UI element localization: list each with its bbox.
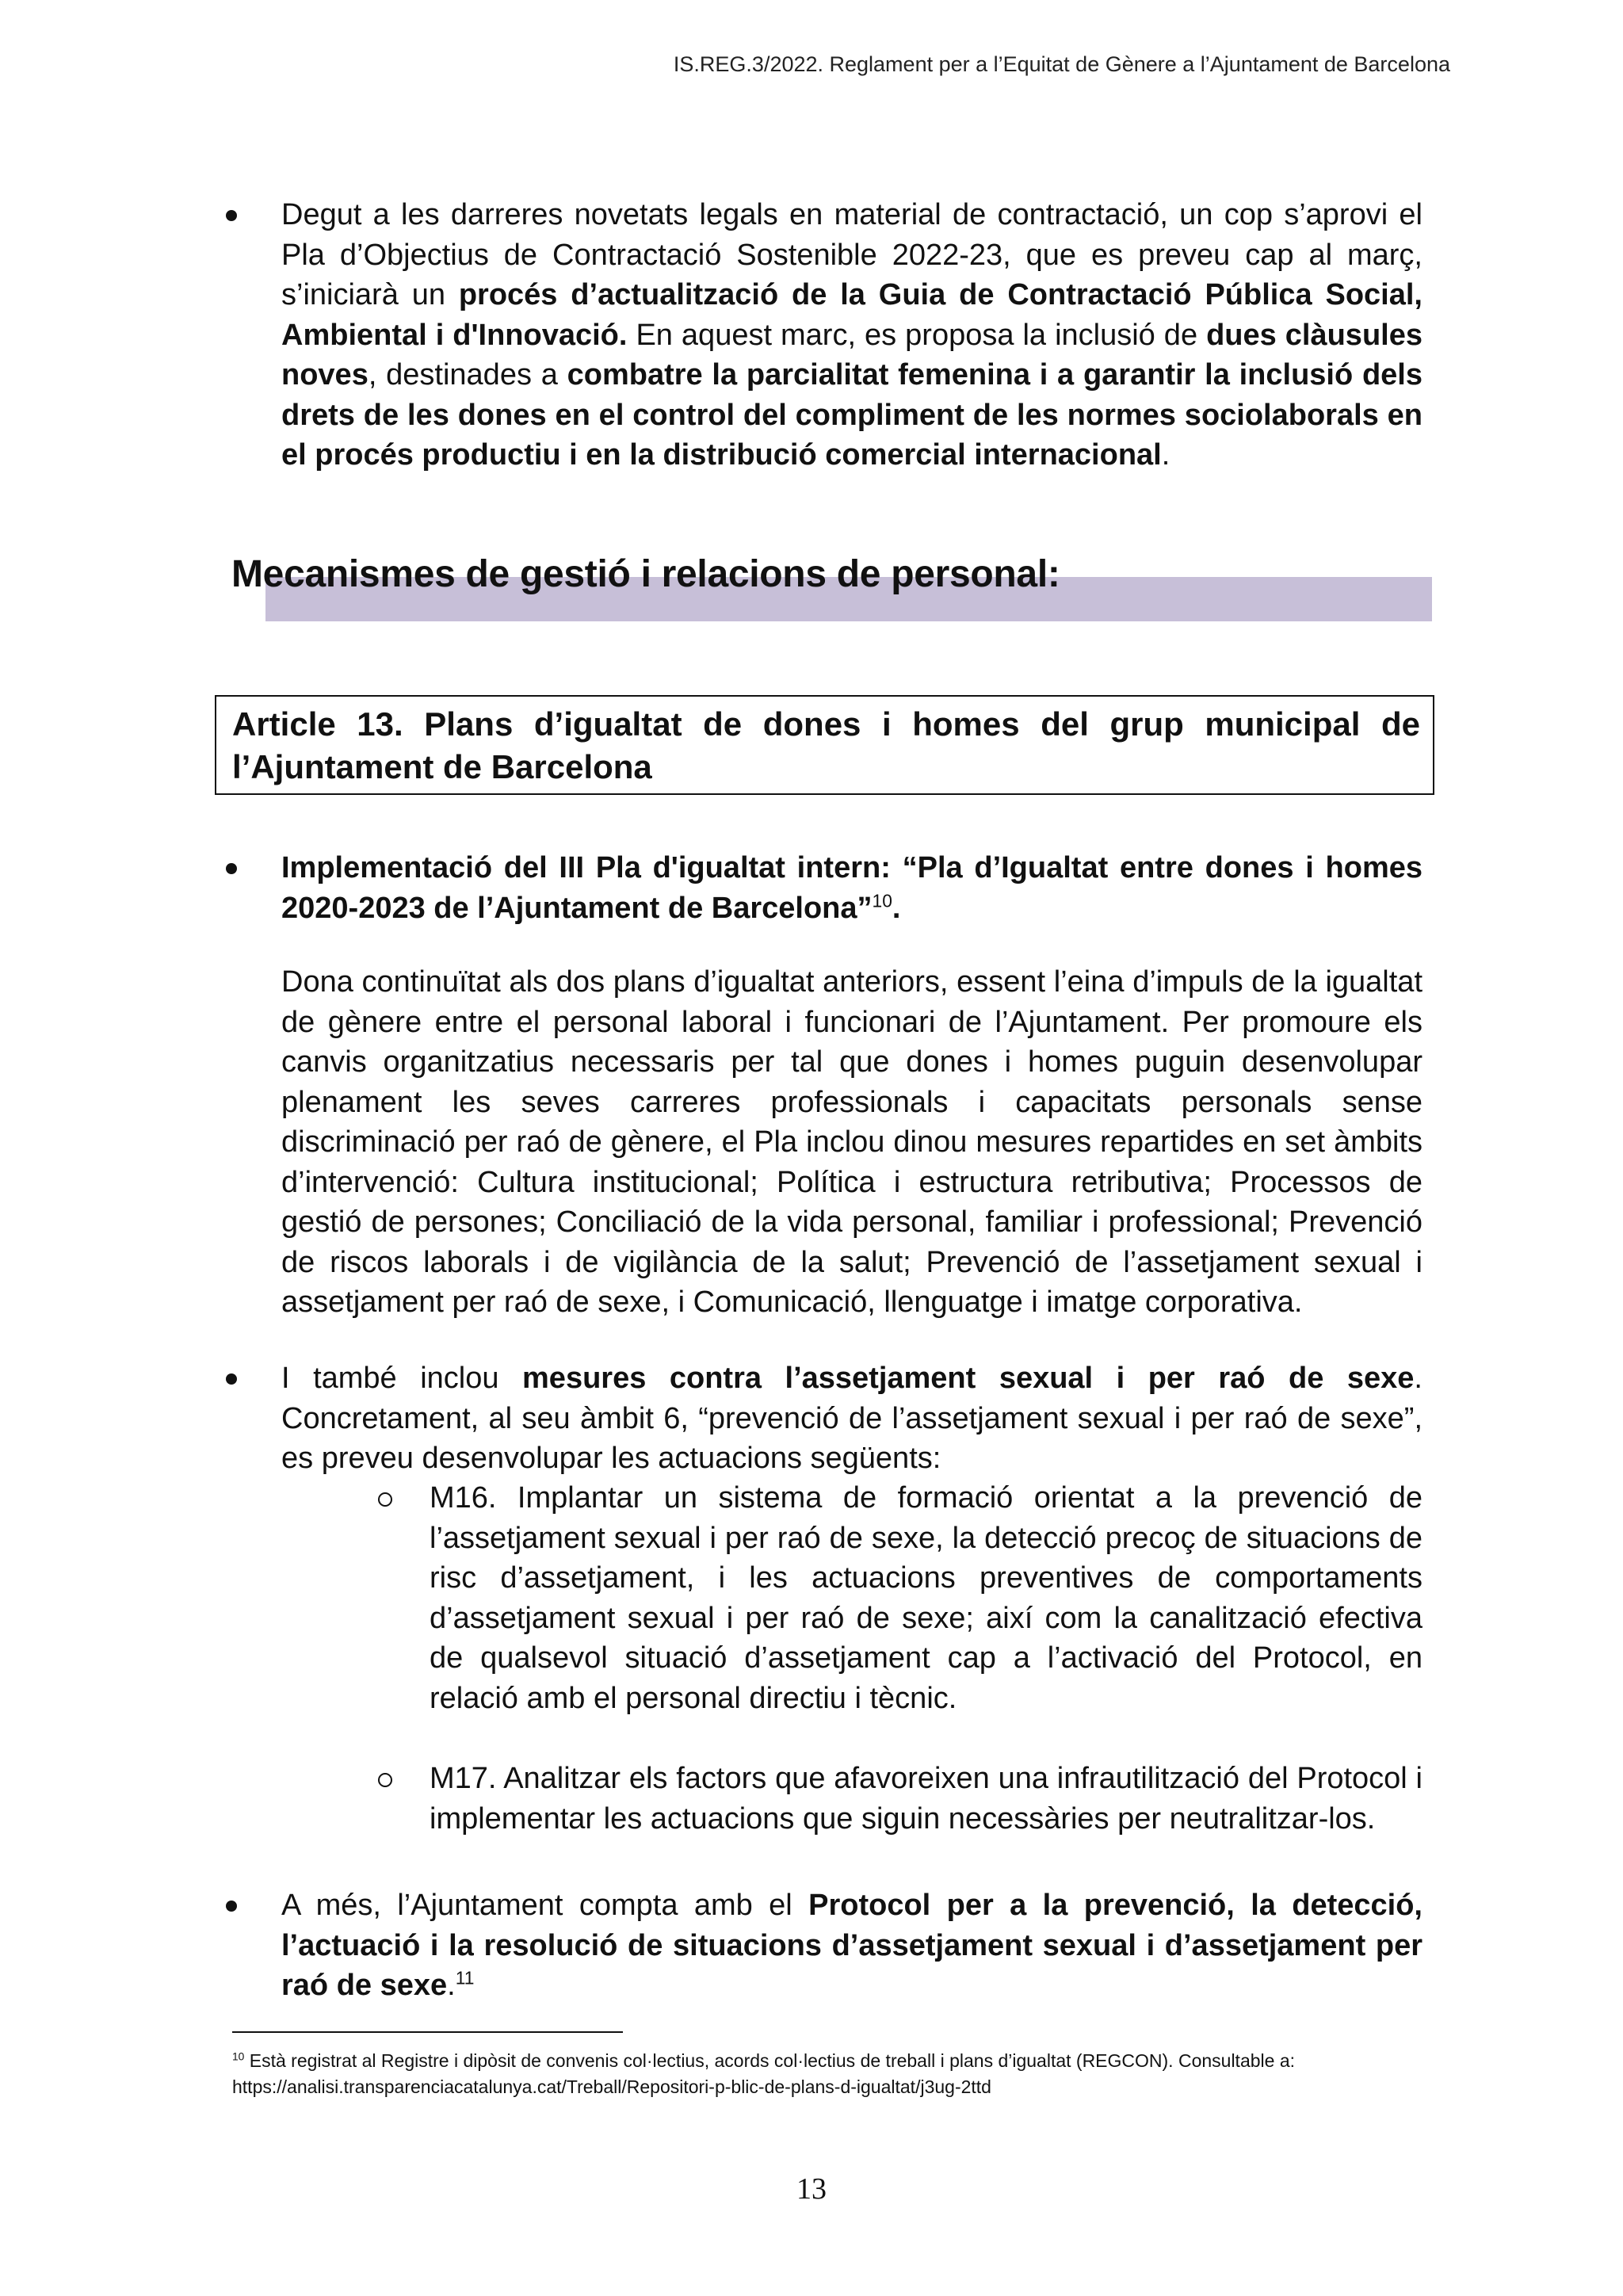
footnote-separator <box>232 2031 623 2033</box>
text-run: A més, l’Ajuntament compta amb el <box>281 1889 809 1922</box>
bold-run: . <box>892 891 901 925</box>
bold-run: dues clàusules noves <box>281 318 1423 392</box>
bold-run: mesures contra l’assetjament sexual i per raó de sexe <box>522 1362 1415 1395</box>
article-heading-box <box>215 695 1434 795</box>
footnote-link[interactable]: https://analisi.transparenciacatalunya.cat/Treball/Repositori-p-blic-de-plans-d-igualtat/j3ug-2ttd <box>232 2076 991 2097</box>
plan-heading-paragraph <box>281 848 1423 928</box>
footnote-reference: 10 <box>872 889 892 911</box>
measure-m17: M17. Analitzar els factors que afavoreixen una infrautilització del Protocol i implementar les actuacions que siguin necessàries per neutralitzar-los. <box>430 1762 1423 1836</box>
section-heading: Mecanismes de gestió i relacions de personal: <box>231 553 1060 595</box>
running-header: IS.REG.3/2022. Reglament per a l’Equitat de Gènere a l’Ajuntament de Barcelona <box>673 52 1450 76</box>
bullet-marker <box>226 210 237 221</box>
text-run: . <box>1161 438 1170 472</box>
footnote-reference: 11 <box>455 1967 475 1988</box>
bold-run: combatre la parcialitat femenina i a garantir la inclusió dels drets de les dones en el control del compliment de les normes sociolaborals en el procés productiu i en la distribució comercial internacional <box>281 358 1423 472</box>
bullet-marker <box>226 1373 237 1385</box>
text-run: , destinades a <box>368 358 567 392</box>
text-run: I també inclou <box>281 1362 523 1395</box>
text-run: Degut a les darreres novetats legals en material de contractació, un cop s’aprovi el Pla d’Objectius de Contractació Sostenible 2022-23, que es preveu cap al març, s’iniciarà un <box>281 198 1423 311</box>
bullet-marker <box>226 863 237 874</box>
article-title: Article 13. Plans d’igualtat de dones i homes del grup municipal de l’Ajuntament de Barcelona <box>232 705 1420 785</box>
footnote-number: 10 <box>232 2050 245 2063</box>
measure-m16: M16. Implantar un sistema de formació orientat a la prevenció de l’assetjament sexual i per raó de sexe, la detecció precoç de situacions de risc d’assetjament, i les actuacions preventives de comportaments d’assetjament sexual i per raó de sexe; així com la canalització efectiva de qualsevol situació d’assetjament cap a l’activació del Protocol, en relació amb el personal directiu i tècnic. <box>430 1481 1423 1715</box>
text-run: En aquest marc, es proposa la inclusió de <box>627 318 1207 352</box>
bold-run: procés d’actualització de la Guia de Contractació Pública Social, Ambiental i d'Innovació. <box>281 278 1423 352</box>
contracting-paragraph <box>281 195 1423 476</box>
measures-paragraph <box>281 1358 1423 1479</box>
footnote <box>232 2048 1421 2100</box>
protocol-paragraph <box>281 1885 1423 2006</box>
plan-body-paragraph: Dona continuïtat als dos plans d’igualtat anteriors, essent l’eina d’impuls de la igualtat de gènere entre el personal laboral i funcionari de l’Ajuntament. Per promoure els canvis organitzatius necessaris per tal que dones i homes puguin desenvolupar plenament les seves carreres professionals i capacitats personals sense discriminació per raó de gènere, el Pla inclou dinou mesures repartides en set àmbits d’intervenció: Cultura institucional; Política i estructura retributiva; Processos de gestió de persones; Conciliació de la vida personal, familiar i professional; Prevenció de riscos laborals i de vigilància de la salut; Prevenció de l’assetjament sexual i assetjament per raó de sexe, i Comunicació, llenguatge i imatge corporativa. <box>281 965 1423 1319</box>
text-run: . <box>447 1969 456 2002</box>
page-number: 13 <box>796 2172 827 2206</box>
sub-bullet-marker <box>378 1492 392 1507</box>
footnote-text: Està registrat al Registre i dipòsit de convenis col·lectius, acords col·lectius de treball i plans d’igualtat (REGCON). Consultable a: <box>244 2050 1296 2071</box>
bold-run: Protocol per a la prevenció, la detecció, l’actuació i la resolució de situacions d’assetjament sexual i d’assetjament per raó de sexe <box>281 1889 1423 2002</box>
text-run: . Concretament, al seu àmbit 6, “prevenció de l’assetjament sexual i per raó de sexe”, es preveu desenvolupar les actuacions següents: <box>281 1362 1423 1475</box>
bold-run: Implementació del III Pla d'igualtat intern: “Pla d’Igualtat entre dones i homes 2020-2023 de l’Ajuntament de Barcelona” <box>281 851 1423 925</box>
bullet-marker <box>226 1901 237 1912</box>
sub-bullet-marker <box>378 1773 392 1787</box>
